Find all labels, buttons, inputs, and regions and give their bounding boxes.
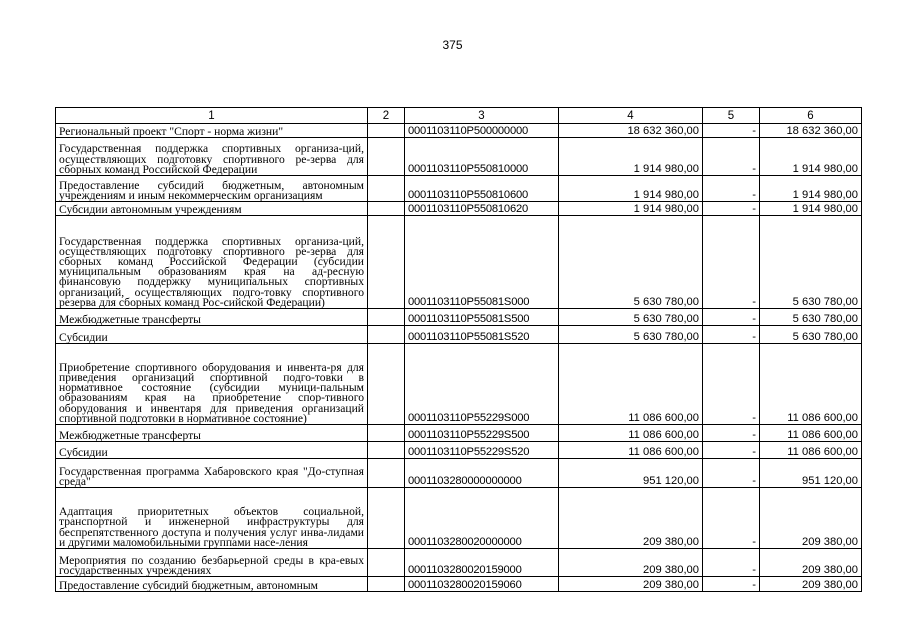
row-code: 0001103110P550810600 bbox=[405, 176, 559, 202]
row-col2 bbox=[368, 549, 405, 577]
row-col4: 11 086 600,00 bbox=[559, 425, 703, 442]
table-row bbox=[56, 309, 862, 326]
row-col6: 11 086 600,00 bbox=[760, 442, 862, 459]
row-col2 bbox=[368, 138, 405, 176]
row-col4: 951 120,00 bbox=[559, 459, 703, 488]
row-col2 bbox=[368, 176, 405, 202]
row-code: 0001103110P55229S520 bbox=[405, 442, 559, 459]
row-code: 0001103110P55081S500 bbox=[405, 309, 559, 326]
row-col2 bbox=[368, 488, 405, 549]
row-col6: 1 914 980,00 bbox=[760, 202, 862, 216]
row-col5: - bbox=[703, 344, 760, 425]
row-col2 bbox=[368, 309, 405, 326]
row-col6: 11 086 600,00 bbox=[760, 425, 862, 442]
row-col2 bbox=[368, 124, 405, 138]
table-row bbox=[56, 442, 862, 459]
row-col6: 951 120,00 bbox=[760, 459, 862, 488]
row-col4: 1 914 980,00 bbox=[559, 202, 703, 216]
table-row bbox=[56, 326, 862, 344]
row-col6: 18 632 360,00 bbox=[760, 124, 862, 138]
row-code: 0001103280000000000 bbox=[405, 459, 559, 488]
row-name: Государственная программа Хабаровского края "До-ступная среда" bbox=[56, 459, 368, 488]
row-col5: - bbox=[703, 309, 760, 326]
row-col5: - bbox=[703, 202, 760, 216]
row-code: 0001103110P550810620 bbox=[405, 202, 559, 216]
row-col4: 5 630 780,00 bbox=[559, 309, 703, 326]
row-name: Региональный проект "Спорт - норма жизни" bbox=[56, 124, 368, 138]
row-col5: - bbox=[703, 549, 760, 577]
table-row bbox=[56, 488, 862, 549]
row-code: 0001103110P55081S520 bbox=[405, 326, 559, 344]
column-header-4: 4 bbox=[559, 108, 703, 124]
row-col4: 18 632 360,00 bbox=[559, 124, 703, 138]
table-row bbox=[56, 425, 862, 442]
table-row bbox=[56, 216, 862, 309]
row-col6: 1 914 980,00 bbox=[760, 176, 862, 202]
row-col4: 1 914 980,00 bbox=[559, 176, 703, 202]
row-col2 bbox=[368, 577, 405, 592]
row-name: Межбюджетные трансферты bbox=[56, 309, 368, 326]
row-col5: - bbox=[703, 459, 760, 488]
table-row bbox=[56, 459, 862, 488]
row-code: 0001103110P55229S000 bbox=[405, 344, 559, 425]
row-col4: 209 380,00 bbox=[559, 488, 703, 549]
table-row bbox=[56, 577, 862, 592]
row-col4: 1 914 980,00 bbox=[559, 138, 703, 176]
header-row bbox=[56, 108, 862, 124]
table-row bbox=[56, 549, 862, 577]
row-code: 0001103280020159060 bbox=[405, 577, 559, 592]
row-col5: - bbox=[703, 577, 760, 592]
row-name: Приобретение спортивного оборудования и инвента-ря для приведения организаций спортивной подго-товки в нормативное состояние (субсидии муници-пальным образованиям края на приобретение спор-тивного оборудования и инвентаря для приведения организаций спортивной подготовки в нормативное состояние) bbox=[56, 344, 368, 425]
row-col4: 209 380,00 bbox=[559, 577, 703, 592]
row-code: 0001103110P500000000 bbox=[405, 124, 559, 138]
row-code: 0001103110P550810000 bbox=[405, 138, 559, 176]
page-number: 375 bbox=[442, 38, 463, 52]
row-col2 bbox=[368, 459, 405, 488]
row-name: Предоставление субсидий бюджетным, автономным учреждениям и иным некоммерческим организациям bbox=[56, 176, 368, 202]
row-col2 bbox=[368, 344, 405, 425]
row-name: Государственная поддержка спортивных организа-ций, осуществляющих подготовку спортивного ре-зерва для сборных команд Российской Федерации (субсидии муниципальным образованиям края на ад-ресную финансовую поддержку муниципальных спортивных организаций, осуществляющих подго-товку спортивного резерва для сборных команд Рос-сийской Федерации) bbox=[56, 216, 368, 309]
row-col5: - bbox=[703, 425, 760, 442]
row-name: Субсидии bbox=[56, 326, 368, 344]
table-row bbox=[56, 344, 862, 425]
row-name: Мероприятия по созданию безбарьерной среды в кра-евых государственных учреждениях bbox=[56, 549, 368, 577]
row-col6: 5 630 780,00 bbox=[760, 326, 862, 344]
row-col4: 5 630 780,00 bbox=[559, 216, 703, 309]
row-name: Адаптация приоритетных объектов социальной, транспортной и инженерной инфраструктуры для беспрепятственного доступа и получения услуг инва-лидами и другими маломобильными группами насе-ления bbox=[56, 488, 368, 549]
budget-table bbox=[55, 107, 862, 592]
row-name: Субсидии bbox=[56, 442, 368, 459]
column-header-3: 3 bbox=[405, 108, 559, 124]
column-header-2: 2 bbox=[368, 108, 405, 124]
row-col5: - bbox=[703, 326, 760, 344]
row-col5: - bbox=[703, 442, 760, 459]
row-col6: 209 380,00 bbox=[760, 488, 862, 549]
row-col5: - bbox=[703, 124, 760, 138]
row-col6: 1 914 980,00 bbox=[760, 138, 862, 176]
row-col5: - bbox=[703, 488, 760, 549]
column-header-5: 5 bbox=[703, 108, 760, 124]
row-col6: 11 086 600,00 bbox=[760, 344, 862, 425]
row-name: Межбюджетные трансферты bbox=[56, 425, 368, 442]
column-header-6: 6 bbox=[760, 108, 862, 124]
row-col5: - bbox=[703, 138, 760, 176]
row-col6: 209 380,00 bbox=[760, 577, 862, 592]
table-row bbox=[56, 124, 862, 138]
row-col4: 11 086 600,00 bbox=[559, 344, 703, 425]
row-code: 0001103110P55081S000 bbox=[405, 216, 559, 309]
row-col6: 5 630 780,00 bbox=[760, 216, 862, 309]
row-col6: 209 380,00 bbox=[760, 549, 862, 577]
row-name: Государственная поддержка спортивных организа-ций, осуществляющих подготовку спортивного ре-зерва для сборных команд Российской Федерации bbox=[56, 138, 368, 176]
table-row bbox=[56, 138, 862, 176]
row-col2 bbox=[368, 326, 405, 344]
row-col2 bbox=[368, 425, 405, 442]
row-col2 bbox=[368, 202, 405, 216]
row-code: 0001103110P55229S500 bbox=[405, 425, 559, 442]
row-col4: 11 086 600,00 bbox=[559, 442, 703, 459]
row-col5: - bbox=[703, 176, 760, 202]
row-col2 bbox=[368, 442, 405, 459]
column-header-1: 1 bbox=[56, 108, 368, 124]
row-code: 0001103280020159000 bbox=[405, 549, 559, 577]
row-col4: 5 630 780,00 bbox=[559, 326, 703, 344]
row-col2 bbox=[368, 216, 405, 309]
row-col4: 209 380,00 bbox=[559, 549, 703, 577]
row-name: Предоставление субсидий бюджетным, автономным bbox=[56, 577, 368, 592]
table-row bbox=[56, 202, 862, 216]
row-col5: - bbox=[703, 216, 760, 309]
row-name: Субсидии автономным учреждениям bbox=[56, 202, 368, 216]
row-col6: 5 630 780,00 bbox=[760, 309, 862, 326]
row-code: 0001103280020000000 bbox=[405, 488, 559, 549]
table-row bbox=[56, 176, 862, 202]
